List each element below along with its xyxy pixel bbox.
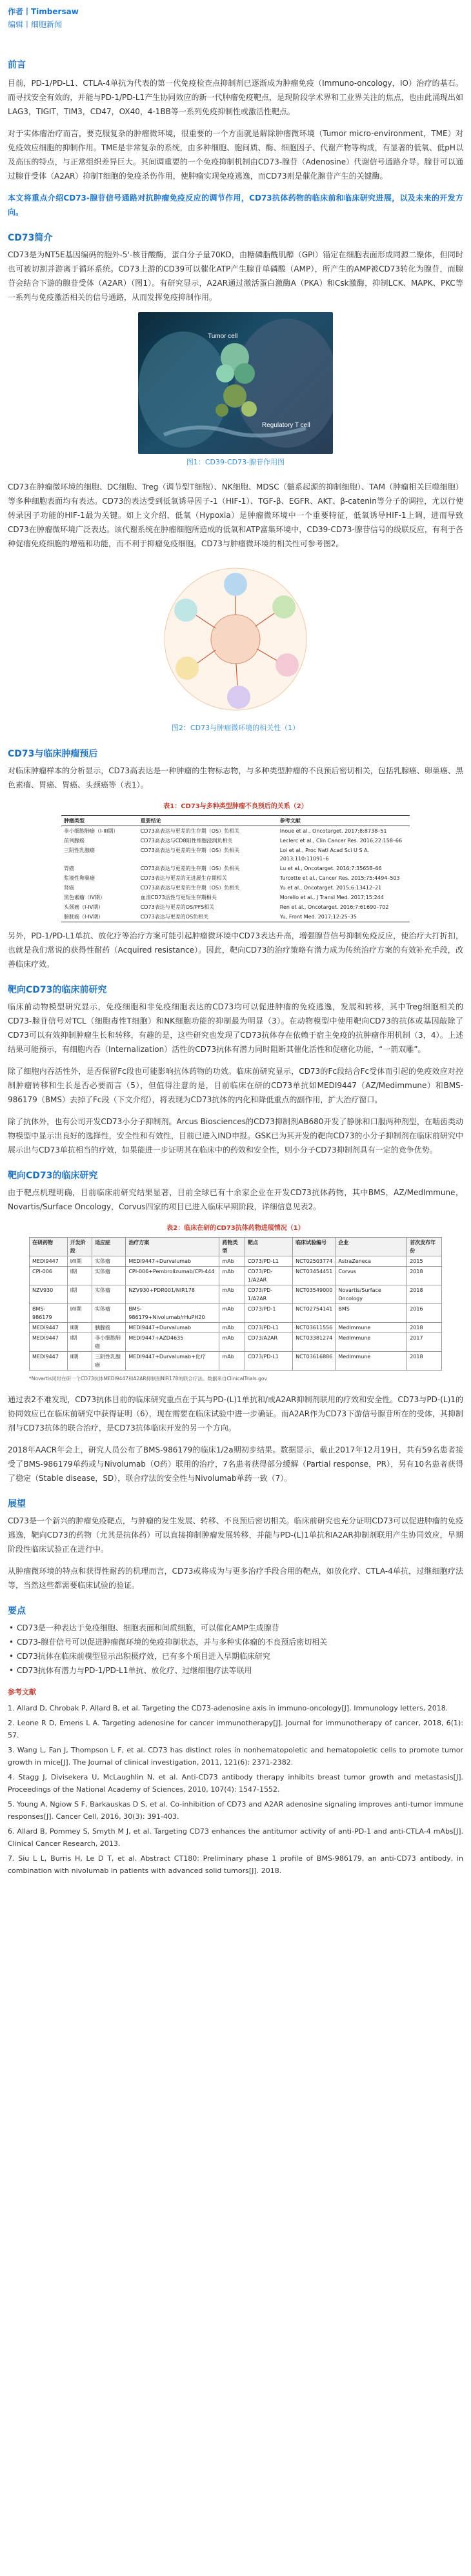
table-cell: BMS-986179+Nivolumab/rHuPH20: [126, 1304, 219, 1323]
table-caption: 表1：CD73与多种类型肿瘤不良预后的关系（2）: [163, 803, 308, 810]
references-title: 参考文献: [8, 1688, 36, 1696]
table-cell: CD73表达与更差的OS/PFS相关: [140, 904, 215, 910]
paragraph: 目前，PD-1/PD-L1、CTLA-4单抗为代表的第一代免疫检查点抑制剂已逐渐成为肿瘤免疫（Immuno-oncology，IO）治疗的基石。而寻找安全有效的，并能与PD-1/PD-L1产生协同效应的新一代肿瘤免疫靶点，是现阶段学术界和工业界关注的焦点，也由此涌现出如LAG3，TIGIT，TIM3，CD47，OX40，4-1BB等一系列免疫抑制性或激活性靶点。: [8, 79, 463, 116]
table-cell: MEDI9447: [30, 1352, 68, 1371]
table-cell: MedImmune: [336, 1323, 407, 1333]
article-meta: [8, 6, 463, 30]
section-title-outlook: 展望: [8, 1499, 26, 1509]
table-cell: MEDI9447: [30, 1323, 68, 1333]
reference-item: 5. Young A, Ngiow S F, Barkauskas D S, et al. Co-inhibition of CD73 and A2AR adenosine signaling improves anti-tumor immune responses[J]. Cancer Cell, 2016, 30(3): 391-403.: [8, 1800, 463, 1821]
table-cell: mAb: [219, 1267, 245, 1285]
table-cell: 肾癌: [64, 885, 74, 891]
table-cell: CD73高表达与更差的生存期（OS）负相关: [140, 885, 240, 891]
table-cell: CPI-006+Pembrolizumab/CPI-444: [126, 1267, 219, 1285]
table-cell: I/II期: [67, 1304, 92, 1323]
table-cell: II期: [67, 1352, 92, 1371]
table-cell: Leclerc et al., Clin Cancer Res. 2016;22:158–66: [279, 838, 403, 844]
table-cell: 2018: [407, 1285, 442, 1304]
table-cell: Turcotte et al., Cancer Res. 2015;75:4494–503: [279, 875, 400, 881]
table-cell: mAb: [219, 1285, 245, 1304]
table-cell: CD73高表达与更差的生存期（OS）负相关: [140, 866, 240, 871]
table-cell: CD73/PD-1/A2AR: [245, 1285, 292, 1304]
table-cell: mAb: [219, 1333, 245, 1352]
fig1-label-a: Tumor cell: [208, 333, 238, 340]
paragraph: 对临床肿瘤样本的分析显示，CD73高表达是一种肿瘤的生物标志物，与多种类型肿瘤的不良预后密切相关，包括乳腺癌、卵巢癌、黑色素瘤、胃癌、胃癌、头颈癌等（表1）。: [8, 766, 463, 789]
table-cell: CD73高表达与CD8阳性细胞浸润负相关: [140, 838, 233, 844]
table-cell: 三阴性乳腺癌: [92, 1352, 126, 1371]
table-cell: I/II期: [67, 1256, 92, 1267]
table-header-cell: 重要结论: [140, 818, 161, 824]
table-header-cell: 治疗方案: [126, 1238, 219, 1256]
table-cell: 实体瘤: [92, 1304, 126, 1323]
table-cell: MEDI9447+Durvalumab+化疗: [126, 1352, 219, 1371]
table-cell: 胰腺癌: [92, 1323, 126, 1333]
table-cell: CD73表达与更差的OS负相关: [140, 914, 209, 920]
paragraph: 从肿瘤微环境的特点和获得性耐药的机理而言，CD73或将成为与更多治疗手段合用的靶点，如放化疗、CTLA-4单抗，过继细胞疗法等，当然这些都需要临床试验的验证。: [8, 1567, 463, 1590]
table-row: [30, 1323, 442, 1333]
table-row: [30, 1352, 442, 1371]
table-cell: Inoue et al., Oncotarget. 2017;8:8738–51: [279, 828, 387, 834]
reference-item: 4. Stagg J, Divisekera U, McLaughlin N, et al. Anti-CD73 antibody therapy inhibits breast tumor growth and metastasis[J]. Proceedings of the National Academy of Sciences, 2010, 107(4): 1547-1552.: [8, 1773, 463, 1794]
table-cell: mAb: [219, 1256, 245, 1267]
table-body: [61, 826, 410, 922]
table-cell: CD73高表达与更差的生存期（OS）负相关: [140, 847, 240, 853]
table-header-row: [30, 1238, 442, 1256]
table-row: [61, 846, 410, 864]
reference-item: 2. Leone R D, Emens L A. Targeting adenosine for cancer immunotherapy[J]. Journal for immunotherapy of cancer, 2018, 6(1): 57.: [8, 1719, 463, 1739]
table-cell: BMS-986179: [30, 1304, 68, 1323]
table-cell: NZV930+PDR001/NIR178: [126, 1285, 219, 1304]
table-cell: Novartis/Surface Oncology: [336, 1285, 407, 1304]
table-cell: 三阴性乳腺癌: [64, 847, 95, 853]
paragraph: 临床前动物模型研究显示，免疫细胞和非免疫细胞表达的CD73均可以促进肿瘤的免疫逃逸，发展和转移，其中Treg细胞相关的CD73-腺苷信号对TCL（细胞毒性T细胞）和NK细胞功能的抑制最为明显（3）。在动物模型中使用靶向CD73的抗体或基因敲除了CD73可以有效抑制肿瘤生长和转移，有趣的是，这些研究也发现了CD73抗体存在依赖于宿主免疫的抗肿瘤作用机制（3，4）。上述结果可能预示，有细胞内吞（Internalization）活性的CD73抗体有潜力同时阻断其催化活性和促瘤化功能，“一箭双雕”。: [8, 1002, 463, 1054]
table-header-cell: 首次发布年份: [407, 1238, 442, 1256]
table-row: [61, 912, 410, 922]
table-cell: I期: [67, 1267, 92, 1285]
pathway-graphic: [138, 312, 333, 454]
table-row: [61, 893, 410, 902]
table-cell: 2018: [407, 1267, 442, 1285]
table-cell: NCT03381274: [293, 1333, 336, 1352]
table-caption: 表2：临床在研的CD73抗体药物进展情况（1）: [166, 1225, 305, 1232]
table-cell: II期: [67, 1323, 92, 1333]
table-cell: MEDI9447: [30, 1256, 68, 1267]
list-item: • CD73抗体有潜力与PD-1/PD-L1单抗、放化疗、过继细胞疗法等联用: [8, 1663, 463, 1678]
table-cell: 黑色素瘤（IV期）: [64, 895, 105, 900]
table-row: [61, 864, 410, 873]
table-row: [61, 883, 410, 893]
table-cell: 实体瘤: [92, 1256, 126, 1267]
table-cell: CD73/PD-L1: [245, 1323, 292, 1333]
section-title-keypoints: 要点: [8, 1606, 26, 1616]
table-cell: 浆液性卵巢癌: [64, 875, 95, 881]
table-cell: Lu et al., Oncotarget. 2016;7:35658–66: [279, 866, 382, 871]
figure-1: [8, 312, 463, 470]
paragraph: 对于实体瘤治疗而言，要克服复杂的肿瘤微环境，很重要的一个方面就是解除肿瘤微环境（Tumor micro-environment，TME）对免疫效应细胞的抑制作用。TME是非常复杂的系统，由多种细胞、胞间质、酶、细胞因子、代谢产物等构成，有显著的低氧、低pH以及高压的特点，与正常组织差异巨大。其间调重要的一个免疫抑制机制由CD73-腺苷（Adenosine）代谢信号通路介导。腺苷可以通过腺苷受体（A2AR）抑制T细胞的免疫杀伤作用，使肿瘤实现免疫逃逸，而CD73则是催化腺苷产生的关键酶。: [8, 129, 463, 181]
table-cell: CD73表达与更差的无进展生存期相关: [140, 875, 227, 881]
paragraph: 除了抗体外，也有公司开发CD73小分子抑制剂。Arcus Biosciences的CD73抑制剂AB680开发了静脉和口服两种剂型，在啮齿类动物模型中显示出良好的选择性，安全性和有效性，目前已进入IND申报。GSK已为其开发的靶向CD73的小分子抑制剂在临床前研究中展示出与CD73单抗相当的疗效，如果能进一步证明其在临床中的药效和安全性，则小分子CD73抑制剂具有一定的竞争优势。: [8, 1117, 463, 1154]
microenvironment-diagram: [148, 559, 323, 720]
table-cell: NCT02754141: [293, 1304, 336, 1323]
table-cell: NCT03454451: [293, 1267, 336, 1285]
table-cell: MEDI9447+Durvalumab: [126, 1323, 219, 1333]
table-row: [61, 873, 410, 883]
table-cell: mAb: [219, 1323, 245, 1333]
table-cell: CD73/PD-1: [245, 1304, 292, 1323]
table-cell: Yu et al., Oncotarget. 2015;6:13412–21: [279, 885, 382, 891]
figure-caption: 图2：CD73与肿瘤微环境的相关性（1）: [171, 724, 300, 732]
table-row: [61, 826, 410, 837]
section-title-clinical: 靶向CD73的临床研究: [8, 1171, 98, 1181]
table-cell: 膀胱癌（I-IV期）: [64, 914, 104, 920]
table-cell: 非小细胞肺癌（I-III期）: [64, 828, 119, 834]
prognosis-table: [61, 815, 410, 922]
table-cell: I期: [67, 1285, 92, 1304]
reference-item: 6. Allard B, Pommey S, Smyth M J, et al. Targeting CD73 enhances the antitumor activity of anti-PD-1 and anti-CTLA-4 mAbs[J]. Clinical Cancer Research, 2013.: [8, 1827, 463, 1848]
table-cell: 2018: [407, 1323, 442, 1333]
table-cell: NZV930: [30, 1285, 68, 1304]
section-title-intro: 前言: [8, 60, 26, 70]
table-header-cell: 肿瘤类型: [64, 818, 85, 824]
table-cell: NCT03549000: [293, 1285, 336, 1304]
table-cell: 2018: [407, 1352, 442, 1371]
table-cell: I期: [67, 1333, 92, 1352]
table-row: [30, 1285, 442, 1304]
figure-2: [8, 559, 463, 735]
paragraph: 2018年AACR年会上，研究人员公布了BMS-986179的临床1/2a期初步结果。数据显示，截止2017年12月19日，共有59名患者接受了BMS-986179单药或与Nivolumab（O药）联用的治疗，7名患者获得部分缓解（Partial response，PR），另有10名患者获得了稳定（Stable disease，SD），联合疗法的安全性与Nivolumab单药一致（7）。: [8, 1445, 463, 1483]
table-header-cell: 临床试验编号: [293, 1238, 336, 1256]
table-cell: 血清CD73活性与更短生存期相关: [140, 895, 217, 900]
table-cell: MedImmune: [336, 1333, 407, 1352]
table-cell: CD73/A2AR: [245, 1333, 292, 1352]
highlight-paragraph: 本文将重点介绍CD73-腺苷信号通路对抗肿瘤免疫反应的调节作用，CD73抗体药物的临床前和临床研究进展，以及未来的开发方向。: [8, 193, 463, 217]
references-list: [8, 1702, 463, 1877]
table-header-row: [61, 816, 410, 826]
table-header-cell: 参考文献: [279, 818, 301, 824]
table-cell: MEDI9447+Durvalumab: [126, 1256, 219, 1267]
table-cell: MedImmune: [336, 1352, 407, 1371]
list-item: • CD73-腺苷信号可以促进肿瘤微环境的免疫抑制状态，并与多种实体瘤的不良预后密切相关: [8, 1635, 463, 1649]
paragraph: CD73在肿瘤微环境的细胞、DC细胞、Treg（调节型T细胞）、NK细胞、MDSC（髓系起源的抑制细胞）、TAM（肿瘤相关巨噬细胞）等多种细胞表面均有表达。CD73的表达受到低氧诱导因子-1（HIF-1）、TGF-β、EGFR、AKT、β-catenin等分子的调控，尤以行使转录因子功能的HIF-1最为关键。如上文介绍，低氧（Hypoxia）是肿瘤微环境中一个重要特征，低氧诱导HIF-1上调，进而导致CD73在肿瘤微环境广泛表达。该代谢系统在肿瘤细胞所造成的低氧和ATP富集环境中，CD39-CD73-腺苷信号的级联反应，有利于各种促瘤免疫细胞的增殖和功能，而不利于抑瘤免疫细胞。CD73与肿瘤微环境的相关性可参考图2。: [8, 482, 463, 548]
table-row: [30, 1256, 442, 1267]
table-row: [30, 1333, 442, 1352]
table-cell: 实体瘤: [92, 1285, 126, 1304]
table-header-cell: 企业: [336, 1238, 407, 1256]
table-cell: CD73/PD-L1: [245, 1352, 292, 1371]
section-title-preclinical: 靶向CD73的临床前研究: [8, 985, 107, 995]
list-item: • CD73是一种表达于免疫细胞、细胞表面和间质细胞，可以催化AMP生成腺苷: [8, 1621, 463, 1635]
table-row: [30, 1304, 442, 1323]
table-header-cell: 适应症: [92, 1238, 126, 1256]
table-1: [8, 800, 463, 922]
table-cell: NCT03611556: [293, 1323, 336, 1333]
section-title-prognosis: CD73与临床肿瘤预后: [8, 749, 98, 759]
table-row: [61, 836, 410, 846]
paragraph: 另外，PD-1/PD-L1单抗、放化疗等治疗方案可能引起肿瘤微环境中CD73表达升高，增强腺苷信号抑制免疫反应，使治疗大打折扣，也就是我们常说的获得性耐药（Acquired resistance）。因此，靶向CD73的治疗策略有潜力成为传统治疗方案的有效补充手段，改善临床疗效。: [8, 931, 463, 969]
table-cell: mAb: [219, 1352, 245, 1371]
table-cell: 前列腺癌: [64, 838, 85, 844]
keypoints-list: [8, 1621, 463, 1678]
figure-caption: 图1：CD39-CD73-腺苷作用图: [186, 458, 285, 466]
table-cell: MEDI9447: [30, 1333, 68, 1352]
paragraph: 由于靶点机理明确，目前临床前研究结果显著，目前全球已有十余家企业在开发CD73抗体药物，其中BMS，AZ/MedImmune，Novartis/Surface Oncology，Corvus四家的项目已进入临床早期阶段，详细信息见表2。: [8, 1188, 463, 1211]
table-2: [8, 1222, 463, 1386]
table-cell: Yu, Front Med. 2017;12:25–35: [279, 914, 357, 920]
paragraph: CD73是一个新兴的肿瘤免疫靶点，与肿瘤的发生发展、转移、不良预后密切相关。临床前研究也充分证明CD73可以促进肿瘤的免疫逃逸，靶向CD73的药物（尤其是抗体药）可以直接抑制肿瘤发展转移，并能与PD-(L)1单抗和A2AR抑制剂联用产生协同效应，早期阶段性临床试验正在进行中。: [8, 1516, 463, 1554]
tme-graphic: [148, 559, 323, 720]
table-cell: Corvus: [336, 1267, 407, 1285]
table-cell: CPI-006: [30, 1267, 68, 1285]
table-row: [30, 1267, 442, 1285]
fig1-label-b: Regulatory T cell: [262, 422, 310, 429]
table-cell: 头颈癌（I-IV期）: [64, 904, 104, 910]
section-title-cd73: CD73简介: [8, 233, 53, 243]
table-cell: 2016: [407, 1304, 442, 1323]
table-cell: CD73高表达与更差的生存期（OS）负相关: [140, 828, 240, 834]
paragraph: 除了细胞内吞活性外，是否保留Fc段也可能影响抗体药物的功效。临床前研究显示，CD73的Fc段结合Fc受体而引起的免疫效应对控制肿瘤转移和生长是否必要而言（5），但值得注意的是，目前临床在研的CD73单抗如MEDI9447（AZ/Medimmune）和BMS-986179（BMS）去掉了Fc段（下文介绍），将表现为CD73抗体的内化和降低重点的副作用，扩大治疗窗口。: [8, 1067, 463, 1104]
table-cell: 2015: [407, 1256, 442, 1267]
table-cell: NCT03616886: [293, 1352, 336, 1371]
cd73-pathway-illustration: [138, 312, 333, 454]
table-cell: 胃癌: [64, 866, 74, 871]
table-cell: AstraZeneca: [336, 1256, 407, 1267]
table-cell: BMS: [336, 1304, 407, 1323]
paragraph: 通过表2不难发现，CD73抗体目前的临床研究重点在于其与PD-(L)1单抗和/或A2AR抑制剂联用的疗效和安全性。CD73与PD-(L)1的协同效应已在临床前研究中获得证明（6），现在需要在临床试验中进一步确证。而A2AR作为CD73下游信号腺苷所在的受体，其抑制剂与CD73抗体的联合治疗，是CD73抗体临床开发的另一个方向。: [8, 1395, 463, 1432]
table-row: [61, 902, 410, 912]
editor-line: 编辑丨细胞新闻: [8, 20, 63, 29]
table-header-cell: 在研药物: [30, 1238, 68, 1256]
reference-item: 7. Siu L L, Burris H, Le D T, et al. Abstract CT180: Preliminary phase 1 profile of BMS-986179, an anti-CD73 antibody, in combination with nivolumab in patients with advanced solid tumors[J]. 2018.: [8, 1854, 463, 1875]
table-cell: CD73/PD-L1: [245, 1256, 292, 1267]
table-cell: 非小细胞肺癌: [92, 1333, 126, 1352]
table-note: *Novartis同时在研一个CD73抗体MEDI9447和A2AR抑制剂NIR178的联合疗法。数据来自ClinicalTrials.gov: [29, 1376, 267, 1382]
table-cell: Ren et al., Oncotarget. 2016;7:61690–702: [279, 904, 389, 910]
table-cell: Morello et al., J Transl Med. 2017;15:244: [279, 895, 384, 900]
table-header-cell: 药物类型: [219, 1238, 245, 1256]
table-cell: CD73/PD-1/A2AR: [245, 1267, 292, 1285]
paragraph: CD73是为NT5E基因编码的胞外-5'-核苷酸酶，蛋白分子量70KD，由糖磷脂酰肌醇（GPI）锚定在细胞表面形成同源二聚体，但同时也可被切割并游离于循环系统。CD73上游的CD39可以催化ATP产生腺苷单磷酸（AMP），所产生的AMP被CD73转化为腺苷，而腺苷会结合下游的腺苷受体（A2AR）（图1）。有研究显示，A2AR通过激活蛋白激酶A（PKA）和Csk激酶，抑制LCK、MAPK、PKC等一系列与免疫激活相关的信号通路，从而发挥免疫抑制作用。: [8, 250, 463, 302]
table-cell: MEDI9447+AZD4635: [126, 1333, 219, 1352]
author-line: 作者丨Timbersaw: [8, 7, 79, 16]
table-cell: 实体瘤: [92, 1267, 126, 1285]
table-header-cell: 开发阶段: [67, 1238, 92, 1256]
table-cell: NCT02503774: [293, 1256, 336, 1267]
table-cell: mAb: [219, 1304, 245, 1323]
reference-item: 1. Allard D, Chrobak P, Allard B, et al. Targeting the CD73-adenosine axis in immuno-oncology[J]. Immunology letters, 2018.: [8, 1704, 448, 1712]
table-cell: 2017: [407, 1333, 442, 1352]
table-body: [30, 1256, 442, 1371]
clinical-table: [29, 1237, 442, 1371]
list-item: • CD73抗体在临床前模型显示出积极疗效，已有多个项目进入早期临床研究: [8, 1649, 463, 1663]
reference-item: 3. Wang L, Fan J, Thompson L F, et al. CD73 has distinct roles in nonhematopoietic and hematopoietic cells to promote tumor growth in mice[J]. The Journal of clinical investigation, 2011, 121(6): 2371-2382.: [8, 1746, 463, 1767]
table-header-cell: 靶点: [245, 1238, 292, 1256]
table-cell: Loi et al., Proc Natl Acad Sci U S A. 2013;110:11091–6: [279, 847, 369, 862]
